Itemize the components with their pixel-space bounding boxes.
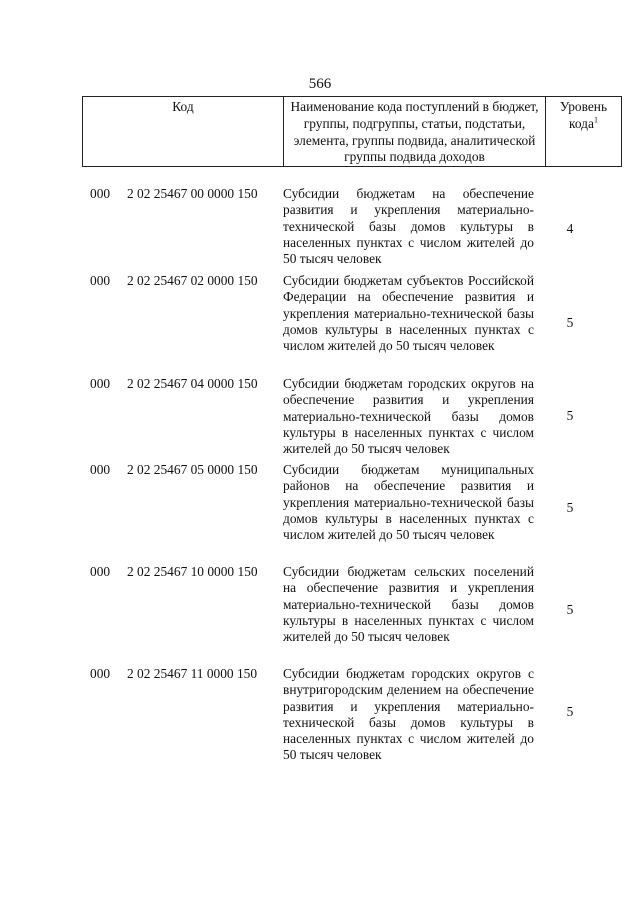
- row-code: 2 02 25467 05 0000 150: [127, 462, 258, 477]
- header-code-cell: [83, 97, 284, 167]
- row-level: 4: [566, 221, 574, 236]
- header-code-label: Код: [172, 99, 194, 114]
- row-code: 2 02 25467 11 0000 150: [127, 666, 258, 681]
- row-code: 2 02 25467 00 0000 150: [127, 186, 258, 201]
- row-code: 2 02 25467 02 0000 150: [127, 273, 258, 288]
- row-code: 2 02 25467 10 0000 150: [127, 564, 258, 579]
- row-name: Субсидии бюджетам сельских поселений на обеспечение развития и укрепления материально-технической базы домов культуры в населенных пунктах с числом жителей до 50 тысяч человек: [283, 564, 534, 645]
- header-name-cell: [284, 97, 546, 167]
- row-code-prefix: 000: [90, 666, 111, 681]
- row-level: 5: [566, 602, 574, 617]
- row-level: 5: [566, 315, 574, 330]
- row-code-prefix: 000: [90, 462, 111, 477]
- row-name: Субсидии бюджетам городских округов на обеспечение развития и укрепления материально-технической базы домов культуры в населенных пунктах с числом жителей до 50 тысяч человек: [283, 376, 534, 457]
- row-level: 5: [566, 500, 574, 515]
- row-code-prefix: 000: [90, 273, 111, 288]
- row-code-prefix: 000: [90, 564, 111, 579]
- row-name: Субсидии бюджетам на обеспечение развития и укрепления материально-технической базы домов культуры в населенных пунктах с числом жителей до 50 тысяч человек: [283, 186, 534, 267]
- header-level-label: Уровень кода: [559, 99, 608, 131]
- header-level-footnote: 1: [593, 115, 598, 125]
- row-name: Субсидии бюджетам муниципальных районов на обеспечение развития и укрепления материально-технической базы домов культуры в населенных пунктах с числом жителей до 50 тысяч человек: [283, 462, 534, 543]
- row-name: Субсидии бюджетам субъектов Российской Федерации на обеспечение развития и укрепления материально-технической базы домов культуры в населенных пунктах с числом жителей до 50 тысяч человек: [283, 273, 534, 354]
- row-code-prefix: 000: [90, 186, 111, 201]
- header-name-label: Наименование кода поступлений в бюджет, группы, подгруппы, статьи, подстатьи, элемента, группы подвида, аналитической группы подвида доходов: [290, 99, 539, 165]
- row-name: Субсидии бюджетам городских округов с внутригородским делением на обеспечение развития и укрепления материально-технической базы домов культуры в населенных пунктах с числом жителей до 50 тысяч человек: [283, 666, 534, 763]
- header-row: [83, 97, 622, 167]
- row-code: 2 02 25467 04 0000 150: [127, 376, 258, 391]
- row-level: 5: [566, 704, 574, 719]
- row-code-prefix: 000: [90, 376, 111, 391]
- header-level-cell: [546, 97, 622, 167]
- page-number: 566: [308, 76, 332, 92]
- row-level: 5: [566, 408, 574, 423]
- table-header: [82, 96, 622, 167]
